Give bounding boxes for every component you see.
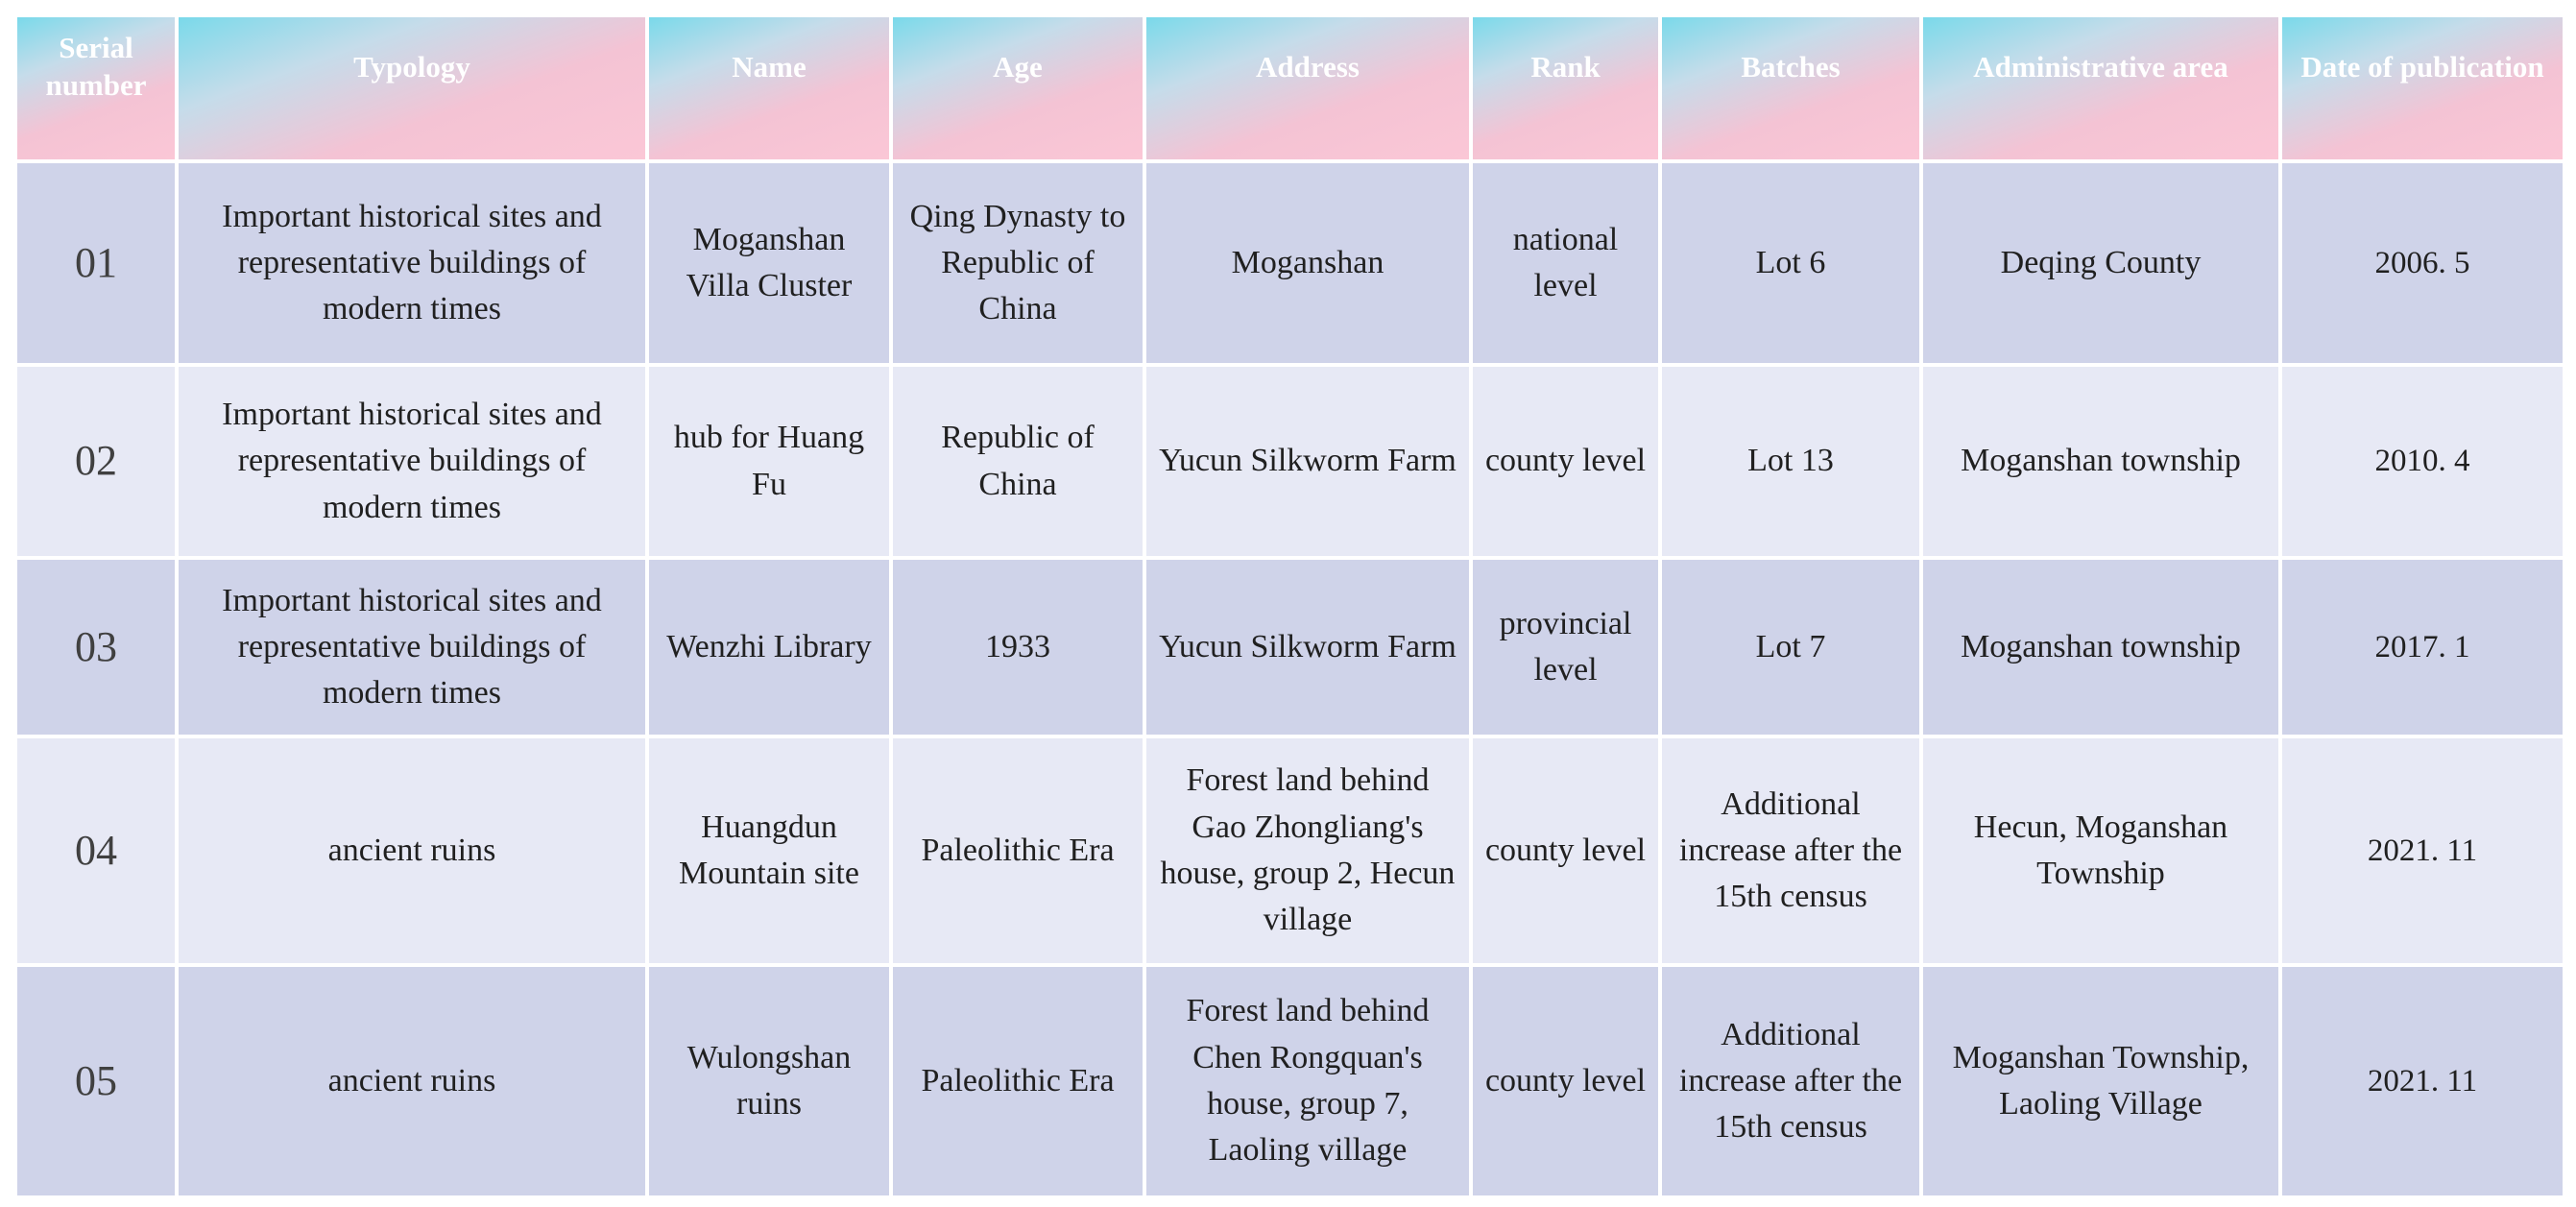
cell-date: 2021. 11	[2282, 738, 2563, 963]
header-rank: Rank	[1473, 17, 1658, 159]
cell-batch: Lot 7	[1662, 560, 1919, 735]
cell-address: Moganshan	[1146, 163, 1469, 363]
cell-rank: provincial level	[1473, 560, 1658, 735]
cell-date: 2021. 11	[2282, 967, 2563, 1195]
cell-name: Moganshan Villa Cluster	[649, 163, 889, 363]
cell-name: Wulongshan ruins	[649, 967, 889, 1195]
cell-address: Forest land behind Chen Rongquan's house, group 7, Laoling village	[1146, 967, 1469, 1195]
cell-date: 2017. 1	[2282, 560, 2563, 735]
cell-typology: Important historical sites and representative buildings of modern times	[179, 367, 645, 556]
cell-rank: county level	[1473, 967, 1658, 1195]
cell-age: Paleolithic Era	[893, 738, 1143, 963]
cell-typology: Important historical sites and representative buildings of modern times	[179, 163, 645, 363]
cell-area: Moganshan township	[1923, 367, 2278, 556]
header-administrative-area: Administrative area	[1923, 17, 2278, 159]
cell-area: Moganshan Township, Laoling Village	[1923, 967, 2278, 1195]
header-age: Age	[893, 17, 1143, 159]
cell-area: Moganshan township	[1923, 560, 2278, 735]
cell-rank: county level	[1473, 738, 1658, 963]
cell-age: 1933	[893, 560, 1143, 735]
cell-name: Huangdun Mountain site	[649, 738, 889, 963]
cell-area: Hecun, Moganshan Township	[1923, 738, 2278, 963]
cell-area: Deqing County	[1923, 163, 2278, 363]
cell-date: 2006. 5	[2282, 163, 2563, 363]
cell-rank: national level	[1473, 163, 1658, 363]
header-date-of-publication: Date of publication	[2282, 17, 2563, 159]
header-address: Address	[1146, 17, 1469, 159]
header-row	[17, 17, 2563, 159]
cell-address: Yucun Silkworm Farm	[1146, 560, 1469, 735]
cell-serial: 03	[17, 560, 175, 735]
heritage-table-container	[13, 13, 2563, 1193]
cell-batch: Additional increase after the 15th census	[1662, 738, 1919, 963]
cell-date: 2010. 4	[2282, 367, 2563, 556]
cell-name: Wenzhi Library	[649, 560, 889, 735]
cell-name: hub for Huang Fu	[649, 367, 889, 556]
header-name: Name	[649, 17, 889, 159]
cell-rank: county level	[1473, 367, 1658, 556]
heritage-sites-table	[13, 13, 2566, 1199]
cell-serial: 05	[17, 967, 175, 1195]
cell-typology: ancient ruins	[179, 738, 645, 963]
table-row	[17, 738, 2563, 963]
header-serial-number: Serial number	[17, 17, 175, 159]
cell-batch: Lot 6	[1662, 163, 1919, 363]
cell-typology: Important historical sites and representative buildings of modern times	[179, 560, 645, 735]
table-row	[17, 967, 2563, 1195]
table-row	[17, 367, 2563, 556]
cell-age: Qing Dynasty to Republic of China	[893, 163, 1143, 363]
cell-serial: 01	[17, 163, 175, 363]
cell-typology: ancient ruins	[179, 967, 645, 1195]
cell-age: Paleolithic Era	[893, 967, 1143, 1195]
cell-batch: Additional increase after the 15th census	[1662, 967, 1919, 1195]
table-row	[17, 163, 2563, 363]
cell-batch: Lot 13	[1662, 367, 1919, 556]
cell-age: Republic of China	[893, 367, 1143, 556]
cell-address: Yucun Silkworm Farm	[1146, 367, 1469, 556]
cell-serial: 02	[17, 367, 175, 556]
header-batches: Batches	[1662, 17, 1919, 159]
cell-serial: 04	[17, 738, 175, 963]
cell-address: Forest land behind Gao Zhongliang's house, group 2, Hecun village	[1146, 738, 1469, 963]
header-typology: Typology	[179, 17, 645, 159]
table-row	[17, 560, 2563, 735]
